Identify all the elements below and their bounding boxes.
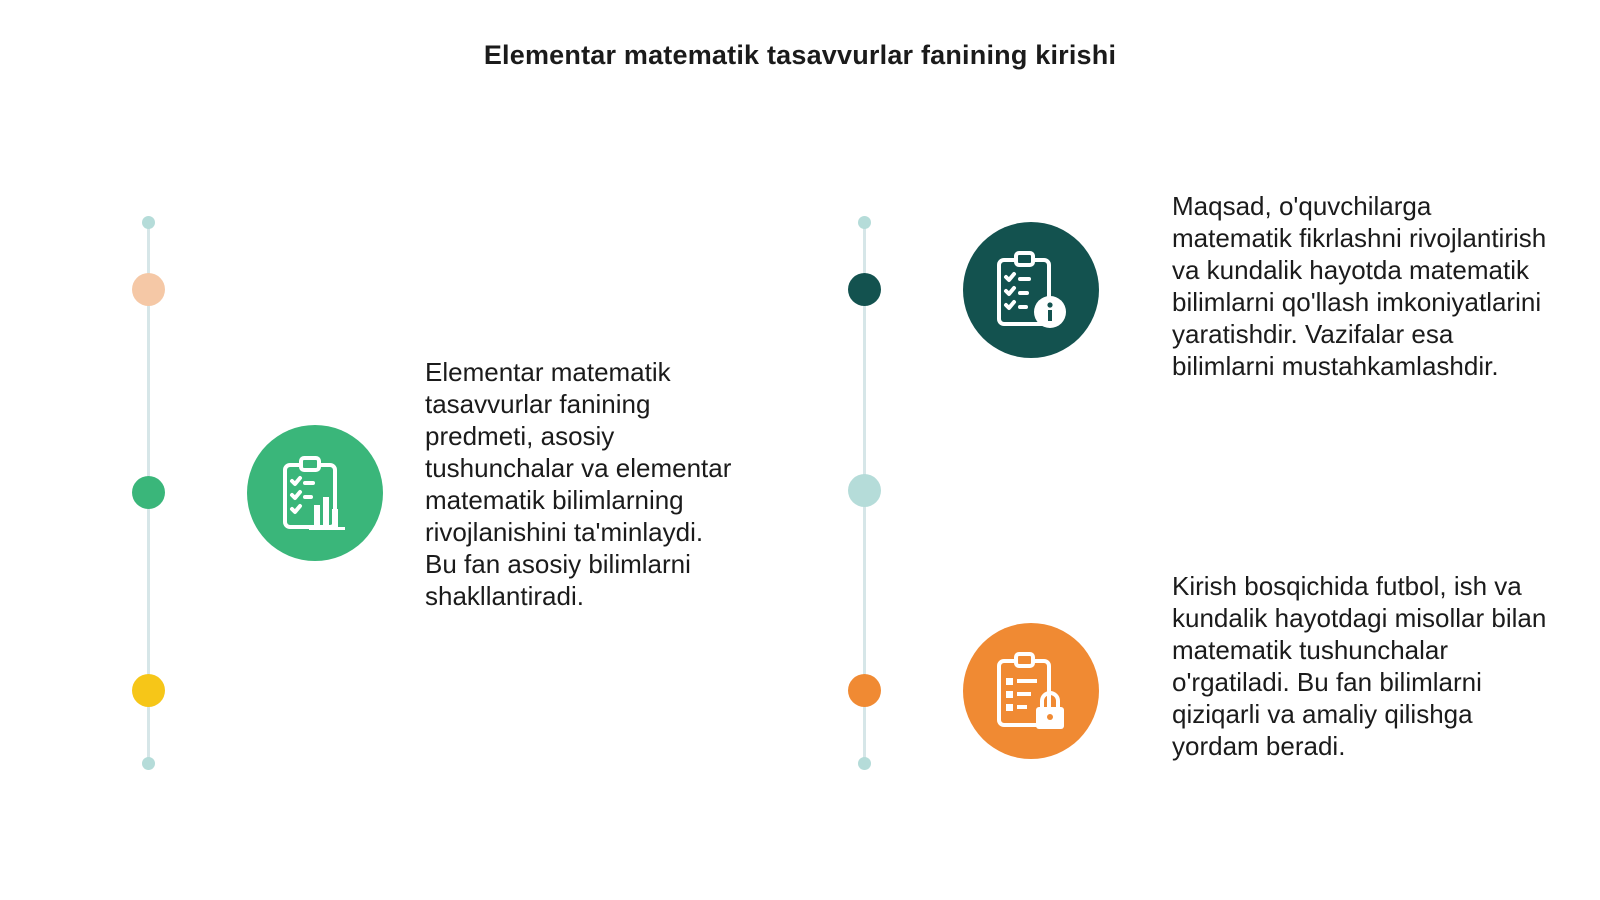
timeline-end-dot	[858, 216, 871, 229]
timeline-dot-light-teal	[848, 474, 881, 507]
right-block-1-text: Maqsad, o'quvchilarga matematik fikrlashni rivojlantirish va kundalik hayotda matematik bilimlarni qo'llash imkoniyatlarini yaratishdir. Vazifalar esa bilimlarni mustahkamlashdir.	[1172, 191, 1547, 381]
right-block-2-text: Kirish bosqichida futbol, ish va kundalik hayotdagi misollar bilan matematik tushunchalar o'rgatiladi. Bu fan bilimlarni qiziqarli va amaliy qilishga yordam beradi.	[1172, 571, 1547, 761]
timeline-dot-yellow	[132, 674, 165, 707]
timeline-dot-dark-teal	[848, 273, 881, 306]
timeline-dot-peach	[132, 273, 165, 306]
timeline-end-dot	[858, 757, 871, 770]
timeline-end-dot	[142, 216, 155, 229]
clipboard-lock-icon	[963, 623, 1099, 759]
clipboard-chart-icon	[247, 425, 383, 561]
left-block-text: Elementar matematik tasavvurlar fanining predmeti, asosiy tushunchalar va elementar matematik bilimlarning rivojlanishini ta'minlaydi. Bu fan asosiy bilimlarni shakllantiradi.	[425, 357, 732, 611]
timeline-dot-orange	[848, 674, 881, 707]
clipboard-info-icon	[963, 222, 1099, 358]
page-title: Elementar matematik tasavvurlar fanining kirishi	[483, 40, 1117, 70]
timeline-dot-green	[132, 476, 165, 509]
timeline-end-dot	[142, 757, 155, 770]
